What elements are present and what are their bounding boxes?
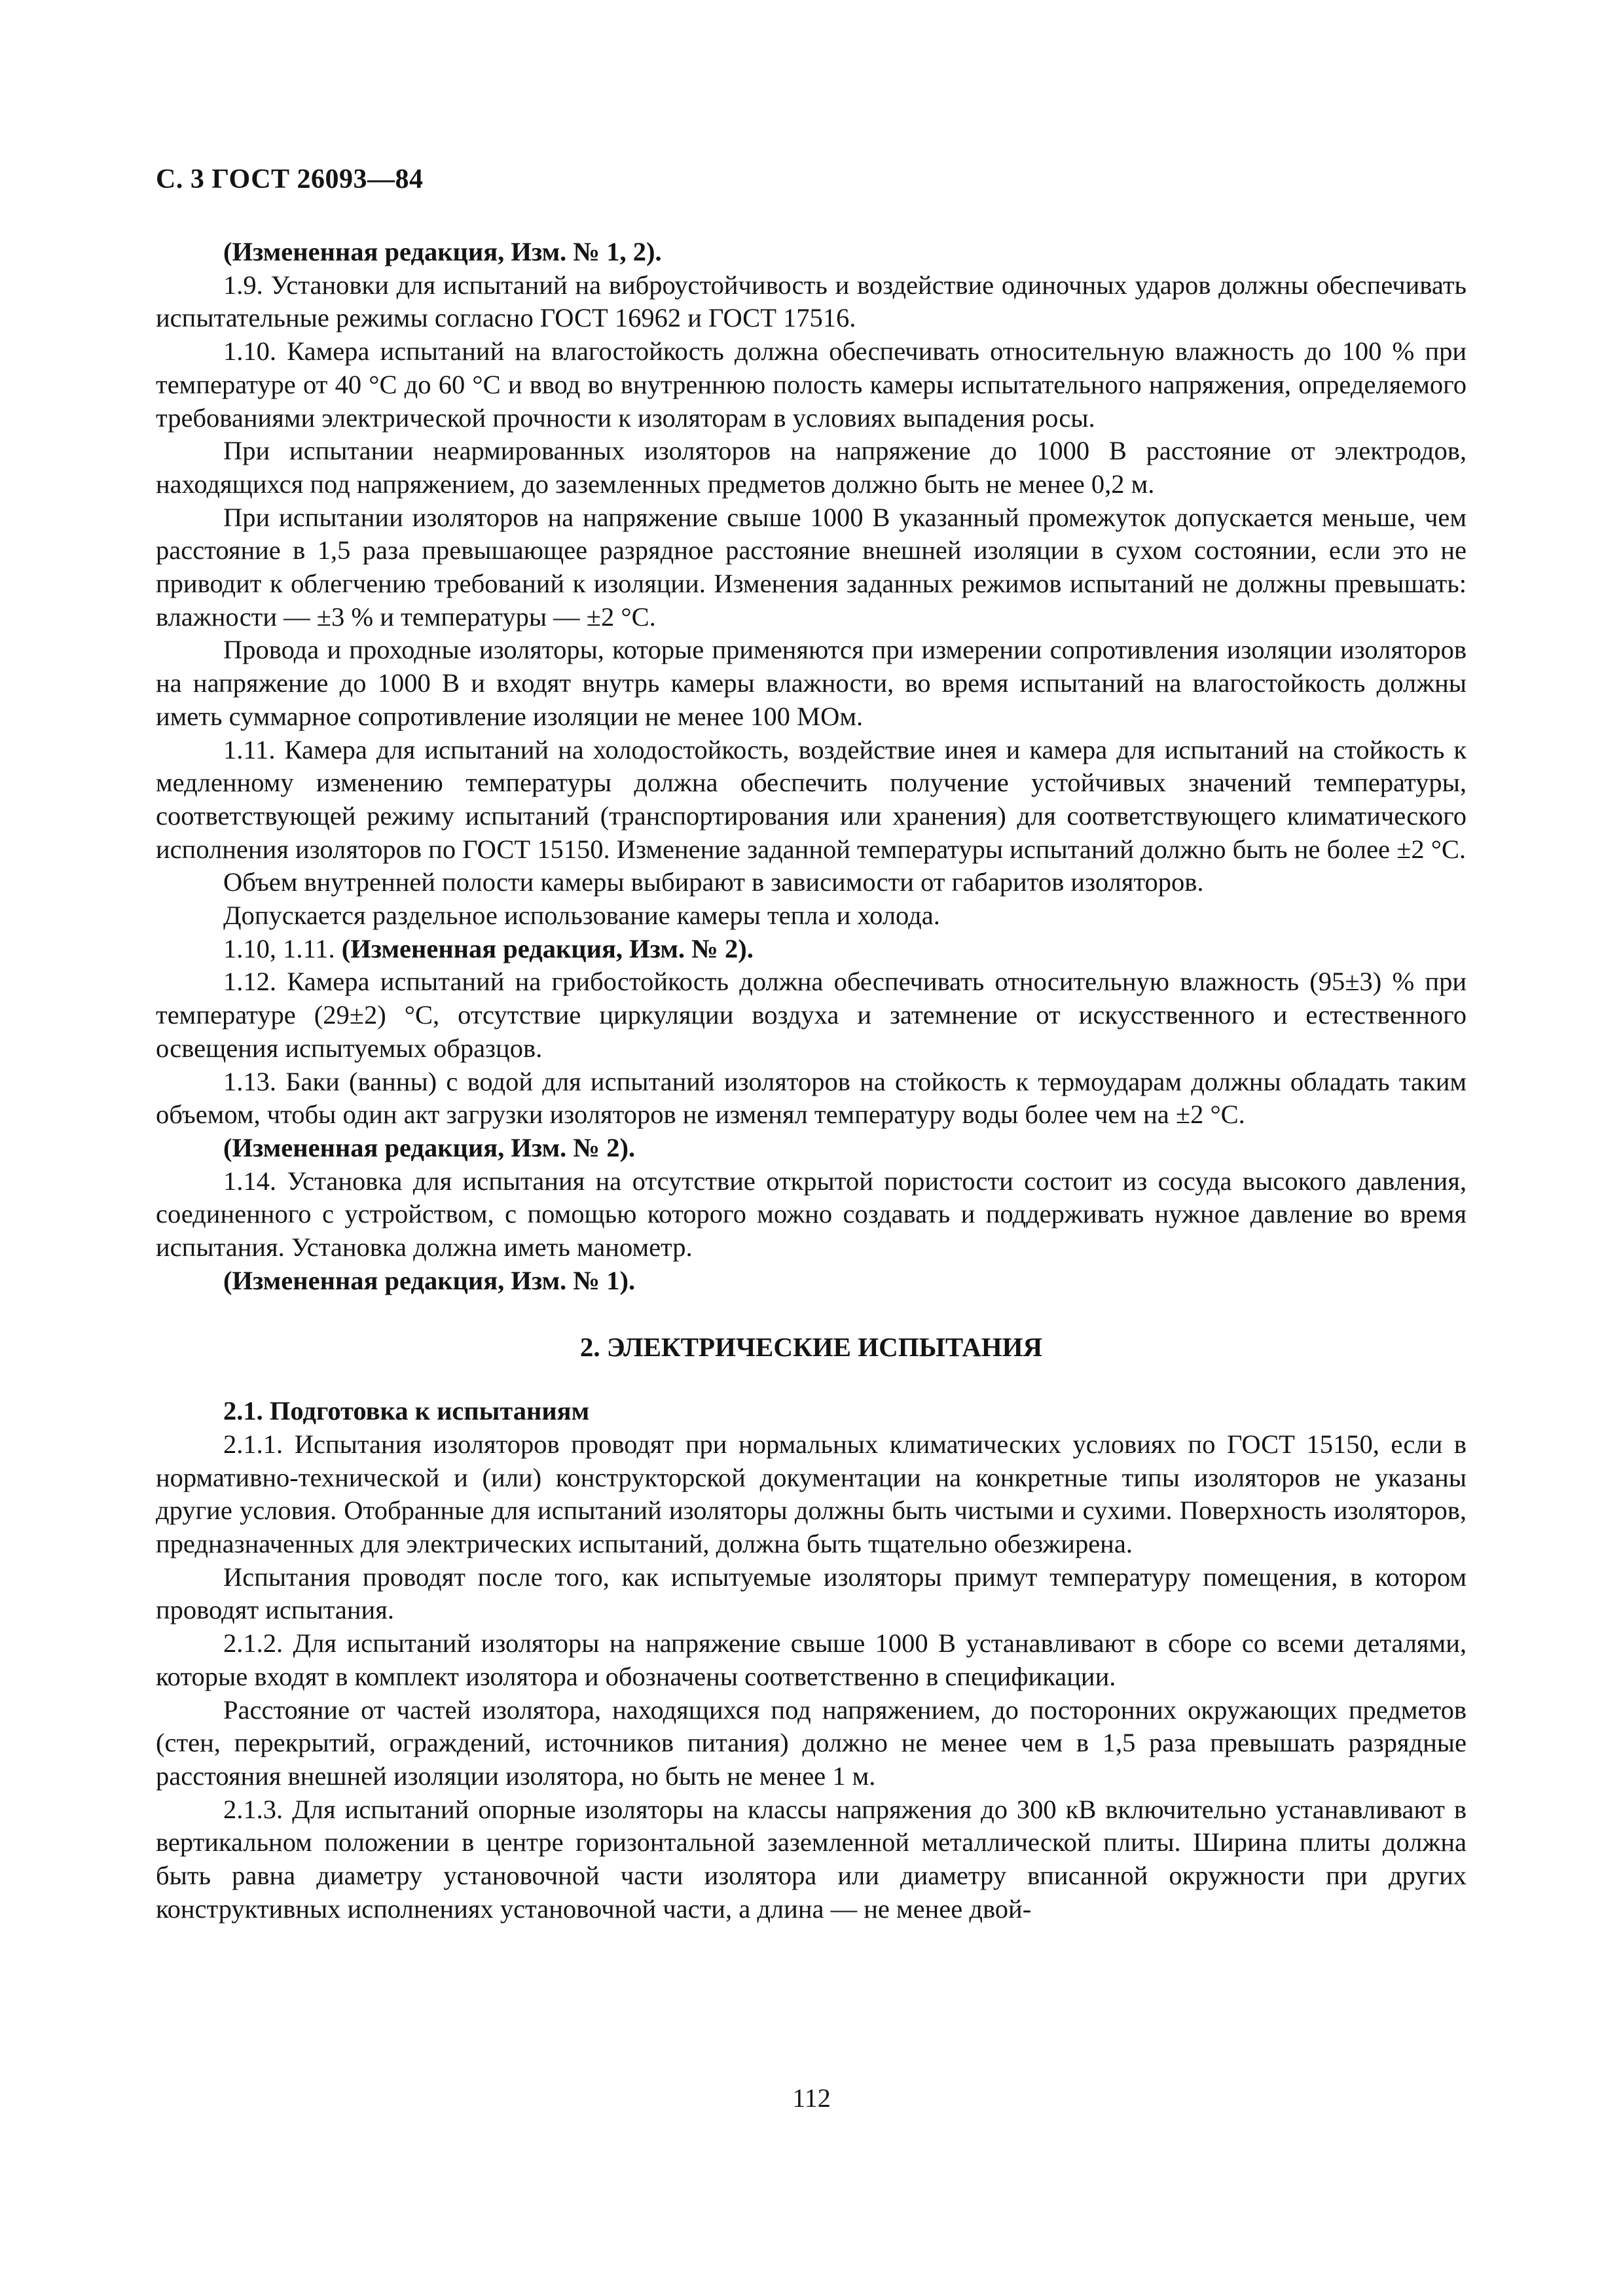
paragraph: Провода и проходные изоляторы, которые применяются при измерении сопротивления изоляции изоляторов на напряжение до 1000 В и входят внутрь камеры влажности, во время испытаний на влагостойкость должны иметь суммарное сопротивление изоляции не менее 100 МОм.: [156, 635, 1467, 731]
amendment-label: (Измененная редакция, Изм. № 2).: [341, 933, 754, 963]
paragraph: Допускается раздельное использование камеры тепла и холода.: [223, 901, 940, 931]
paragraph-1-13: 1.13. Баки (ванны) с водой для испытаний изоляторов на стойкость к термоударам должны обладать таким объемом, чтобы один акт загрузки изоляторов не изменял температуру воды более чем на ±2 °С.: [156, 1066, 1467, 1130]
amendment-note: (Измененная редакция, Изм. № 1).: [223, 1265, 636, 1295]
page-number: 112: [792, 2083, 831, 2113]
paragraph-1-11: 1.11. Камера для испытаний на холодостойкость, воздействие инея и камера для испытаний на стойкость к медленному изменению температуры должна обеспечить получение устойчивых значений температуры, соответствующей режиму испытаний (транспортирования или хранения) для соответствующего климатического исполнения изоляторов по ГОСТ 15150. Изменение заданной температуры испытаний должно быть не более ±2 °С.: [156, 734, 1467, 864]
amendment-note: [156, 933, 1467, 966]
clause-reference: 1.10, 1.11.: [223, 933, 335, 963]
page-header: С. 3 ГОСТ 26093—84: [156, 164, 424, 194]
paragraph: Испытания проводят после того, как испытуемые изоляторы примут температуру помещения, в котором проводят испытания.: [156, 1562, 1467, 1625]
paragraph: При испытании неармированных изоляторов на напряжение до 1000 В расстояние от электродов, находящихся под напряжением, до заземленных предметов должно быть не менее 0,2 м.: [156, 436, 1467, 499]
subsection-title: 2.1. Подготовка к испытаниям: [223, 1396, 590, 1426]
document-body: [156, 236, 1467, 1926]
paragraph-1-14: 1.14. Установка для испытания на отсутствие открытой пористости состоит из сосуда высокого давления, соединенного с устройством, с помощью которого можно создавать и поддерживать нужное давление во время испытания. Установка должна иметь манометр.: [156, 1166, 1467, 1263]
paragraph-2-1-2: 2.1.2. Для испытаний изоляторы на напряжение свыше 1000 В устанавливают в сборе со всеми деталями, которые входят в комплект изолятора и обозначены соответственно в спецификации.: [156, 1628, 1467, 1691]
paragraph-1-12: 1.12. Камера испытаний на грибостойкость должна обеспечивать относительную влажность (95±3) % при температуре (29±2) °С, отсутствие циркуляции воздуха и затемнение от искусственного и естественного освещения испытуемых образцов.: [156, 967, 1467, 1063]
paragraph: Объем внутренней полости камеры выбирают в зависимости от габаритов изоляторов.: [223, 867, 1204, 897]
paragraph: При испытании изоляторов на напряжение свыше 1000 В указанный промежуток допускается меньше, чем расстояние в 1,5 раза превышающее разрядное расстояние внешней изоляции в сухом состоянии, если это не приводит к облегчению требований к изоляции. Изменения заданных режимов испытаний не должны превышать: влажности — ±3 % и температуры — ±2 °С.: [156, 502, 1467, 632]
paragraph-2-1-3: 2.1.3. Для испытаний опорные изоляторы на классы напряжения до 300 кВ включительно устанавливают в вертикальном положении в центре горизонтальной заземленной металлической плиты. Ширина плиты должна быть равна диаметру установочной части изолятора или диаметру вписанной окружности при других конструктивных исполнениях установочной части, а длина — не менее двой-: [156, 1794, 1467, 1924]
paragraph-1-9: 1.9. Установки для испытаний на виброустойчивость и воздействие одиночных ударов должны обеспечивать испытательные режимы согласно ГОСТ 16962 и ГОСТ 17516.: [156, 270, 1467, 333]
paragraph-2-1-1: 2.1.1. Испытания изоляторов проводят при нормальных климатических условиях по ГОСТ 15150, если в нормативно-технической и (или) конструкторской документации на конкретные типы изоляторов не указаны другие условия. Отобранные для испытаний изоляторы должны быть чистыми и сухими. Поверхность изоляторов, предназначенных для электрических испытаний, должна быть тщательно обезжирена.: [156, 1429, 1467, 1559]
amendment-note: (Измененная редакция, Изм. № 1, 2).: [223, 237, 662, 266]
paragraph: Расстояние от частей изолятора, находящихся под напряжением, до посторонних окружающих предметов (стен, перекрытий, ограждений, источников питания) должно не менее чем в 1,5 раза превышать разрядные расстояния внешней изоляции изолятора, но быть не менее 1 м.: [156, 1695, 1467, 1791]
paragraph-1-10: 1.10. Камера испытаний на влагостойкость должна обеспечивать относительную влажность до 100 % при температуре от 40 °С до 60 °С и ввод во внутреннюю полость камеры испытательного напряжения, определяемого требованиями электрической прочности к изоляторам в условиях выпадения росы.: [156, 336, 1467, 433]
amendment-note: (Измененная редакция, Изм. № 2).: [223, 1132, 636, 1162]
section-title: 2. ЭЛЕКТРИЧЕСКИЕ ИСПЫТАНИЯ: [579, 1331, 1043, 1362]
